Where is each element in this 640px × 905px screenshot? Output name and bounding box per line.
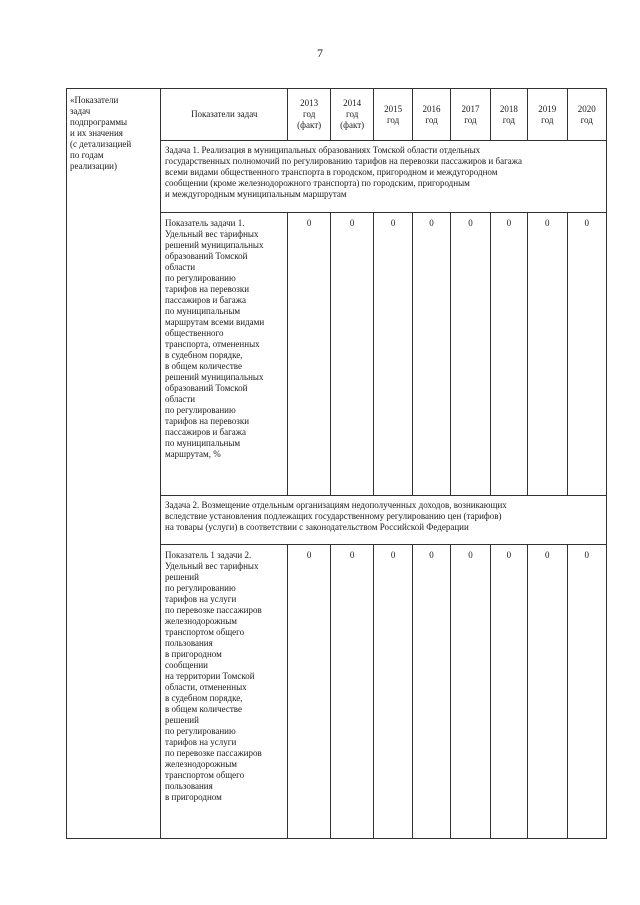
task-2-text: Задача 2. Возмещение отдельным организациям недополученных доходов, возникающих вследствие установления подлежащих государственному регулированию цен (тарифов) на товары (услуги) в соответствии с законодательством Российской Федерации — [161, 496, 607, 545]
year-header: 2014 год (факт) — [330, 89, 373, 141]
year-header: 2020 год — [567, 89, 607, 141]
year-header: 2013 год (факт) — [288, 89, 330, 141]
task-1-text: Задача 1. Реализация в муниципальных образованиях Томской области отдельных государственных полномочий по регулированию тарифов на перевозки пассажиров и багажа всеми видами общественного транспорта в городском, пригородном и междугородном сообщении (кроме железнодорожного транспорта) по городским, пригородным и междугородным муниципальным маршрутам — [161, 141, 607, 213]
indicator-2-value: 0 — [490, 545, 527, 839]
indicator-2-value: 0 — [567, 545, 607, 839]
indicator-1-value: 0 — [528, 213, 567, 496]
left-label: «Показатели задач подпрограммы и их значения (с детализацией по годам реализации) — [67, 89, 161, 839]
page-number: 7 — [317, 46, 323, 60]
indicator-2-text: Показатель 1 задачи 2. Удельный вес тарифных решений по регулированию тарифов на услуги по перевозке пассажиров железнодорожным транспортом общего пользования в пригородном сообщении на территории Томской области, отмененных в судебном порядке, в общем количестве решений по регулированию тарифов на услуги по перевозке пассажиров железнодорожным транспортом общего пользования в пригородном — [161, 545, 288, 839]
year-header: 2016 год — [412, 89, 450, 141]
year-header: 2015 год — [374, 89, 412, 141]
header-row — [67, 89, 607, 141]
indicators-table — [66, 88, 607, 839]
year-header: 2019 год — [528, 89, 567, 141]
indicator-1-value: 0 — [490, 213, 527, 496]
indicator-1-value: 0 — [288, 213, 330, 496]
indicator-2-value: 0 — [451, 545, 490, 839]
indicator-1-value: 0 — [330, 213, 373, 496]
indicator-1-value: 0 — [374, 213, 412, 496]
year-header: 2017 год — [451, 89, 490, 141]
indicator-2-value: 0 — [528, 545, 567, 839]
indicator-2-value: 0 — [288, 545, 330, 839]
indicator-1-value: 0 — [451, 213, 490, 496]
year-header: 2018 год — [490, 89, 527, 141]
indicator-1-value: 0 — [412, 213, 450, 496]
indicator-2-value: 0 — [412, 545, 450, 839]
indicator-1-text: Показатель задачи 1. Удельный вес тарифных решений муниципальных образований Томской области по регулированию тарифов на перевозки пассажиров и багажа по муниципальным маршрутам всеми видами общественного транспорта, отмененных в судебном порядке, в общем количестве решений муниципальных образований Томской области по регулированию тарифов на перевозки пассажиров и багажа по муниципальным маршрутам, % — [161, 213, 288, 496]
indicator-2-value: 0 — [374, 545, 412, 839]
indicator-1-value: 0 — [567, 213, 607, 496]
indicator-2-value: 0 — [330, 545, 373, 839]
indicators-header: Показатели задач — [161, 89, 288, 141]
